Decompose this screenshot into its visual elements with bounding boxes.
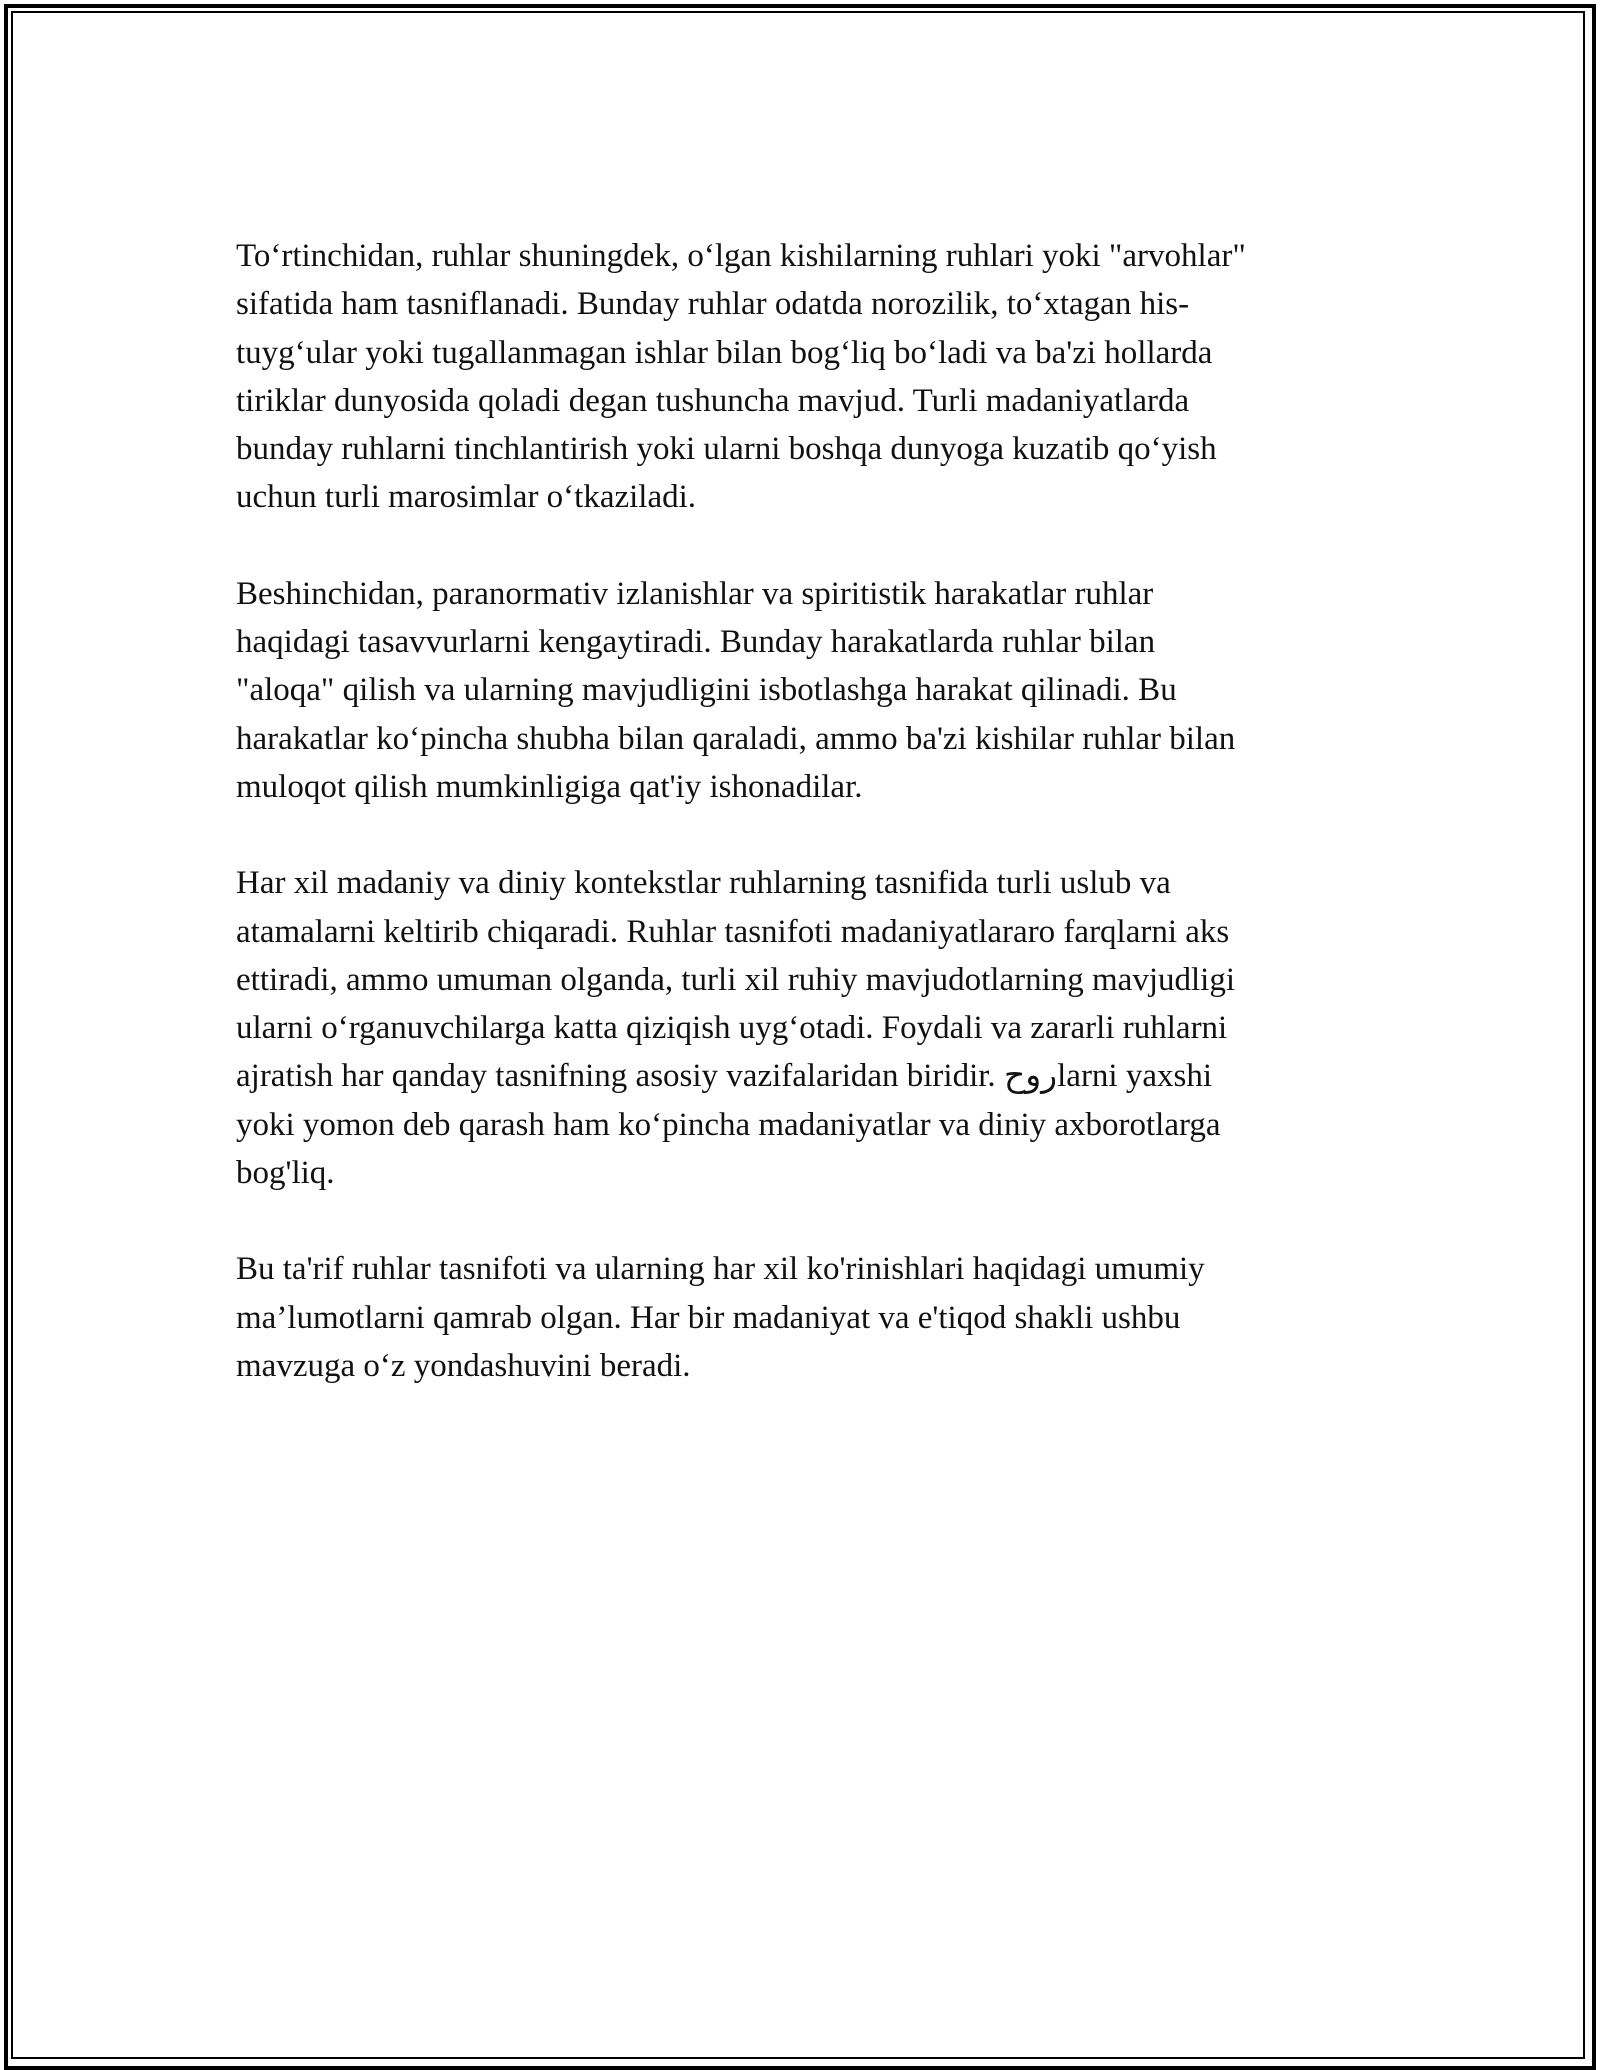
text-line: ettiradi, ammo umuman olganda, turli xil ruhiy mavjudotlarning mavjudligi (236, 961, 1235, 998)
text-line: ma’lumotlarni qamrab olgan. Har bir madaniyat va e'tiqod shakli ushbu (236, 1299, 1181, 1336)
text-line: Bu ta'rif ruhlar tasnifoti va ularning har xil ko'rinishlari haqidagi umumiy (236, 1251, 1205, 1288)
paragraph-3 (236, 859, 1366, 1197)
text-line: To‘rtinchidan, ruhlar shuningdek, o‘lgan kishilarning ruhlari yoki "arvohlar" (236, 238, 1246, 274)
paragraph-4 (236, 1245, 1366, 1390)
paragraph-1 (236, 232, 1366, 522)
text-line: tiriklar dunyosida qoladi degan tushuncha mavjud. Turli madaniyatlarda (236, 382, 1190, 419)
text-line: mavzuga o‘z yondashuvini beradi. (236, 1347, 691, 1384)
text-line: ajratish har qanday tasnifning asosiy vazifalaridan biridir. روحlarni yaxshi (236, 1058, 1213, 1095)
text-line: Har xil madaniy va diniy kontekstlar ruhlarning tasnifida turli uslub va (236, 865, 1171, 902)
text-line: sifatida ham tasniflanadi. Bunday ruhlar odatda norozilik, to‘xtagan his- (236, 286, 1190, 323)
text-line: atamalarni keltirib chiqaradi. Ruhlar tasnifoti madaniyatlararo farqlarni aks (236, 913, 1230, 950)
text-line: harakatlar ko‘pincha shubha bilan qaraladi, ammo ba'zi kishilar ruhlar bilan (236, 720, 1236, 757)
text-line: bunday ruhlarni tinchlantirish yoki ularni boshqa dunyoga kuzatib qo‘yish (236, 431, 1217, 468)
text-line: tuyg‘ular yoki tugallanmagan ishlar bilan bog‘liq bo‘ladi va ba'zi hollarda (236, 334, 1213, 371)
paragraph-2 (236, 570, 1366, 811)
text-line: muloqot qilish mumkinligiga qat'iy ishonadilar. (236, 768, 863, 805)
text-line: haqidagi tasavvurlarni kengaytiradi. Bunday harakatlarda ruhlar bilan (236, 624, 1156, 661)
document-body (236, 232, 1366, 1438)
text-line: bog'liq. (236, 1155, 335, 1192)
text-line: uchun turli marosimlar o‘tkaziladi. (236, 479, 697, 516)
text-line: "aloqa" qilish va ularning mavjudligini isbotlashga harakat qilinadi. Bu (236, 672, 1177, 709)
text-line: Beshinchidan, paranormativ izlanishlar va spiritistik harakatlar ruhlar (236, 575, 1154, 612)
text-line: ularni o‘rganuvchilarga katta qiziqish uyg‘otadi. Foydali va zararli ruhlarni (236, 1010, 1228, 1047)
text-line: yoki yomon deb qarash ham ko‘pincha madaniyatlar va diniy axborotlarga (236, 1106, 1221, 1143)
